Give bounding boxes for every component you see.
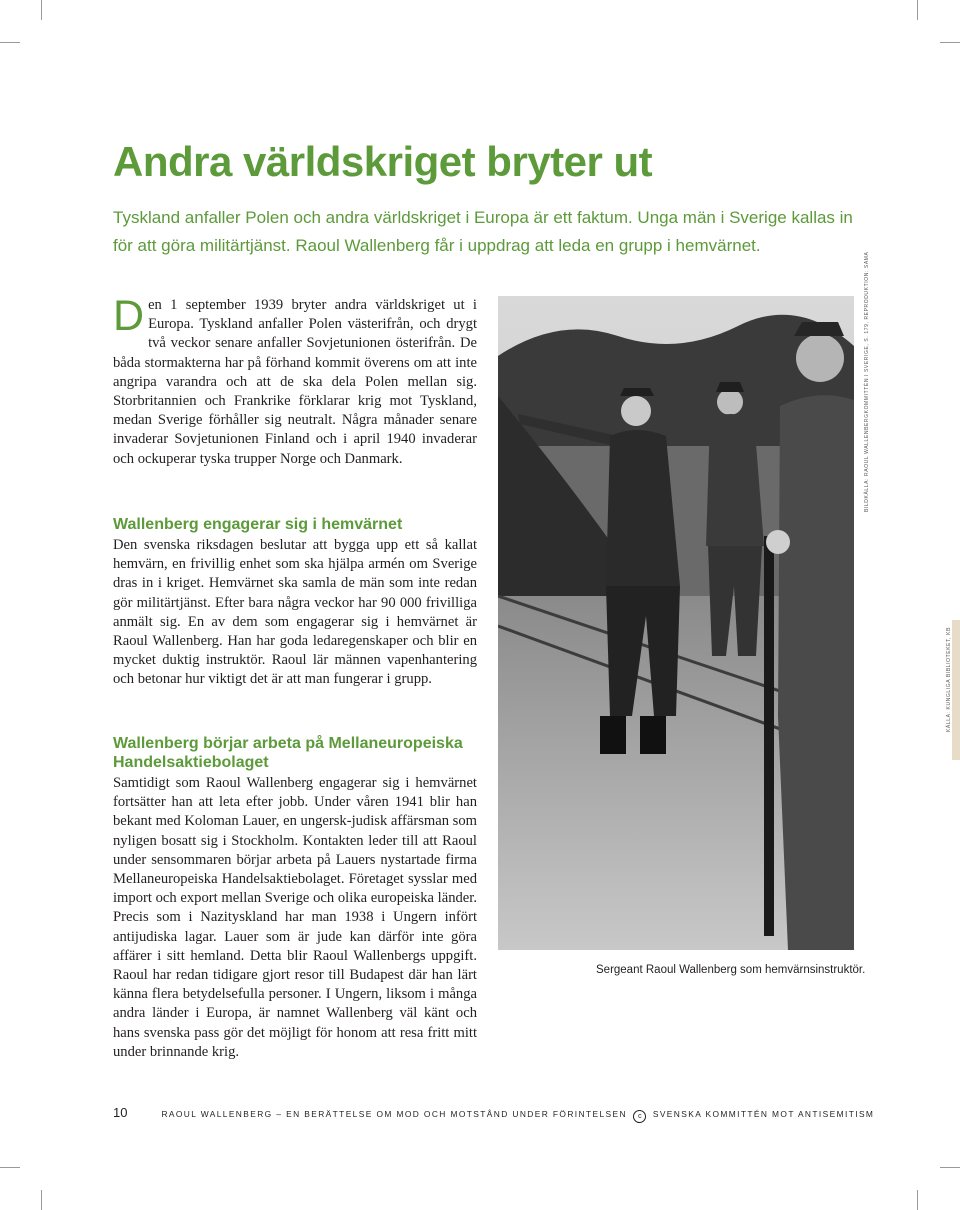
- lead-paragraph: Tyskland anfaller Polen och andra världskriget i Europa är ett faktum. Unga män i Sverige kallas in för att göra militärtjänst. Raoul Wallenberg får i uppdrag att leda en grupp i hemvärnet.: [113, 208, 853, 255]
- side-source: KÄLLA: KUNGLIGA BIBLIOTEKET, KB: [946, 626, 952, 732]
- section-heading: Wallenberg engagerar sig i hemvärnet: [113, 516, 403, 533]
- intro-block: [113, 292, 477, 469]
- page-footer: [113, 1104, 875, 1123]
- publisher-name: SVENSKA KOMMITTÉN MOT ANTISEMITISM: [652, 1109, 875, 1119]
- crop-mark: [0, 42, 20, 43]
- soldiers-photo: [498, 296, 854, 950]
- drop-cap: D: [113, 292, 145, 340]
- section-text: Den svenska riksdagen beslutar att bygga upp ett så kallat hemvärn, en frivillig enhet som ska hjälpa armén om Sverige dras in i kriget. Hemvärnet ska samla de män som inte redan gör militärtjänst. Efter bara några veckor har 90 000 frivilliga anmält sig. En av dem som engagerar sig i hemvärnet är Raoul Wallenberg. Han har goda ledaregenskaper och blir en mycket duktig instruktör. Raoul lär männen vapenhantering och betonar hur viktigt det är att man fungerar i grupp.: [113, 537, 477, 688]
- crop-mark: [940, 1167, 960, 1168]
- section-text: Samtidigt som Raoul Wallenberg engagerar sig i hemvärnet fortsätter han att leta efter jobb. Under våren 1941 blir han bekant med Koloman Lauer, en ungersk-judisk affärsman som nyligen bosatt sig i Stockholm. Kontakten leder till att Raoul under sensommaren börjar arbeta på Lauers nystartade firma Mellaneuropeiska Handelsaktiebolaget. Företaget sysslar med import och export mellan Sverige och olika europeiska länder. Precis som i Nazityskland har man 1938 i Ungern infört antijudiska lagar. Lauer som är jude kan därför inte göra affärer i sitt hemland. Detta blir Raoul Wallenbergs uppgift. Raoul har redan tidigare gjort resor till Budapest där han lärt känna flera betydelsefulla personer. I Ungern, liksom i många andra länder i Europa, är namnet Wallenberg väl känt och hans svenska pass gör det möjligt för honom att resa fritt mitt under brinnande krig.: [113, 775, 477, 1060]
- intro-text: en 1 september 1939 bryter andra världskriget ut i Europa. Tyskland anfaller Polen västerifrån, och drygt två veckor senare anfaller Sovjetunionen österifrån. De båda stormakterna har på förhand kommit överens om att inte angripa varandra och att de ska dela Polen mellan sig. Storbritannien och Frankrike förklarar krig mot Tyskland, medan Sverige förhåller sig neutralt. Några månader senare invaderar Sovjetunionen Finland och i april 1940 invaderar och ockuperar tyska trupper Norge och Danmark.: [113, 297, 477, 467]
- crop-mark: [940, 42, 960, 43]
- crop-mark: [0, 1167, 20, 1168]
- copyright-icon: c: [633, 1110, 646, 1123]
- photo-caption: Sergeant Raoul Wallenberg som hemvärnsinstruktör.: [596, 964, 866, 976]
- crop-mark: [917, 0, 918, 20]
- crop-mark: [41, 1190, 42, 1210]
- page-title: Andra världskriget bryter ut: [113, 138, 653, 185]
- section-heading: Wallenberg börjar arbeta på Mellaneuropeiska Handelsaktiebolaget: [113, 735, 463, 771]
- crop-mark: [917, 1190, 918, 1210]
- photo-credit: BILDKÄLLA: RAOUL WALLENBERGKOMMITTÉN I SVERIGE, S. 179, REPRODUKTION: SAMA: [864, 251, 870, 512]
- intro-paragraph: [113, 292, 477, 469]
- crop-mark: [41, 0, 42, 20]
- section-hemvarnet: [113, 515, 477, 690]
- page-edge-tab: [952, 620, 960, 760]
- photo-illustration: [498, 296, 854, 950]
- running-title: RAOUL WALLENBERG – EN BERÄTTELSE OM MOD OCH MOTSTÅND UNDER FÖRINTELSEN: [161, 1109, 627, 1119]
- page-number: 10: [113, 1105, 128, 1120]
- section-handelsaktiebolaget: [113, 734, 477, 1062]
